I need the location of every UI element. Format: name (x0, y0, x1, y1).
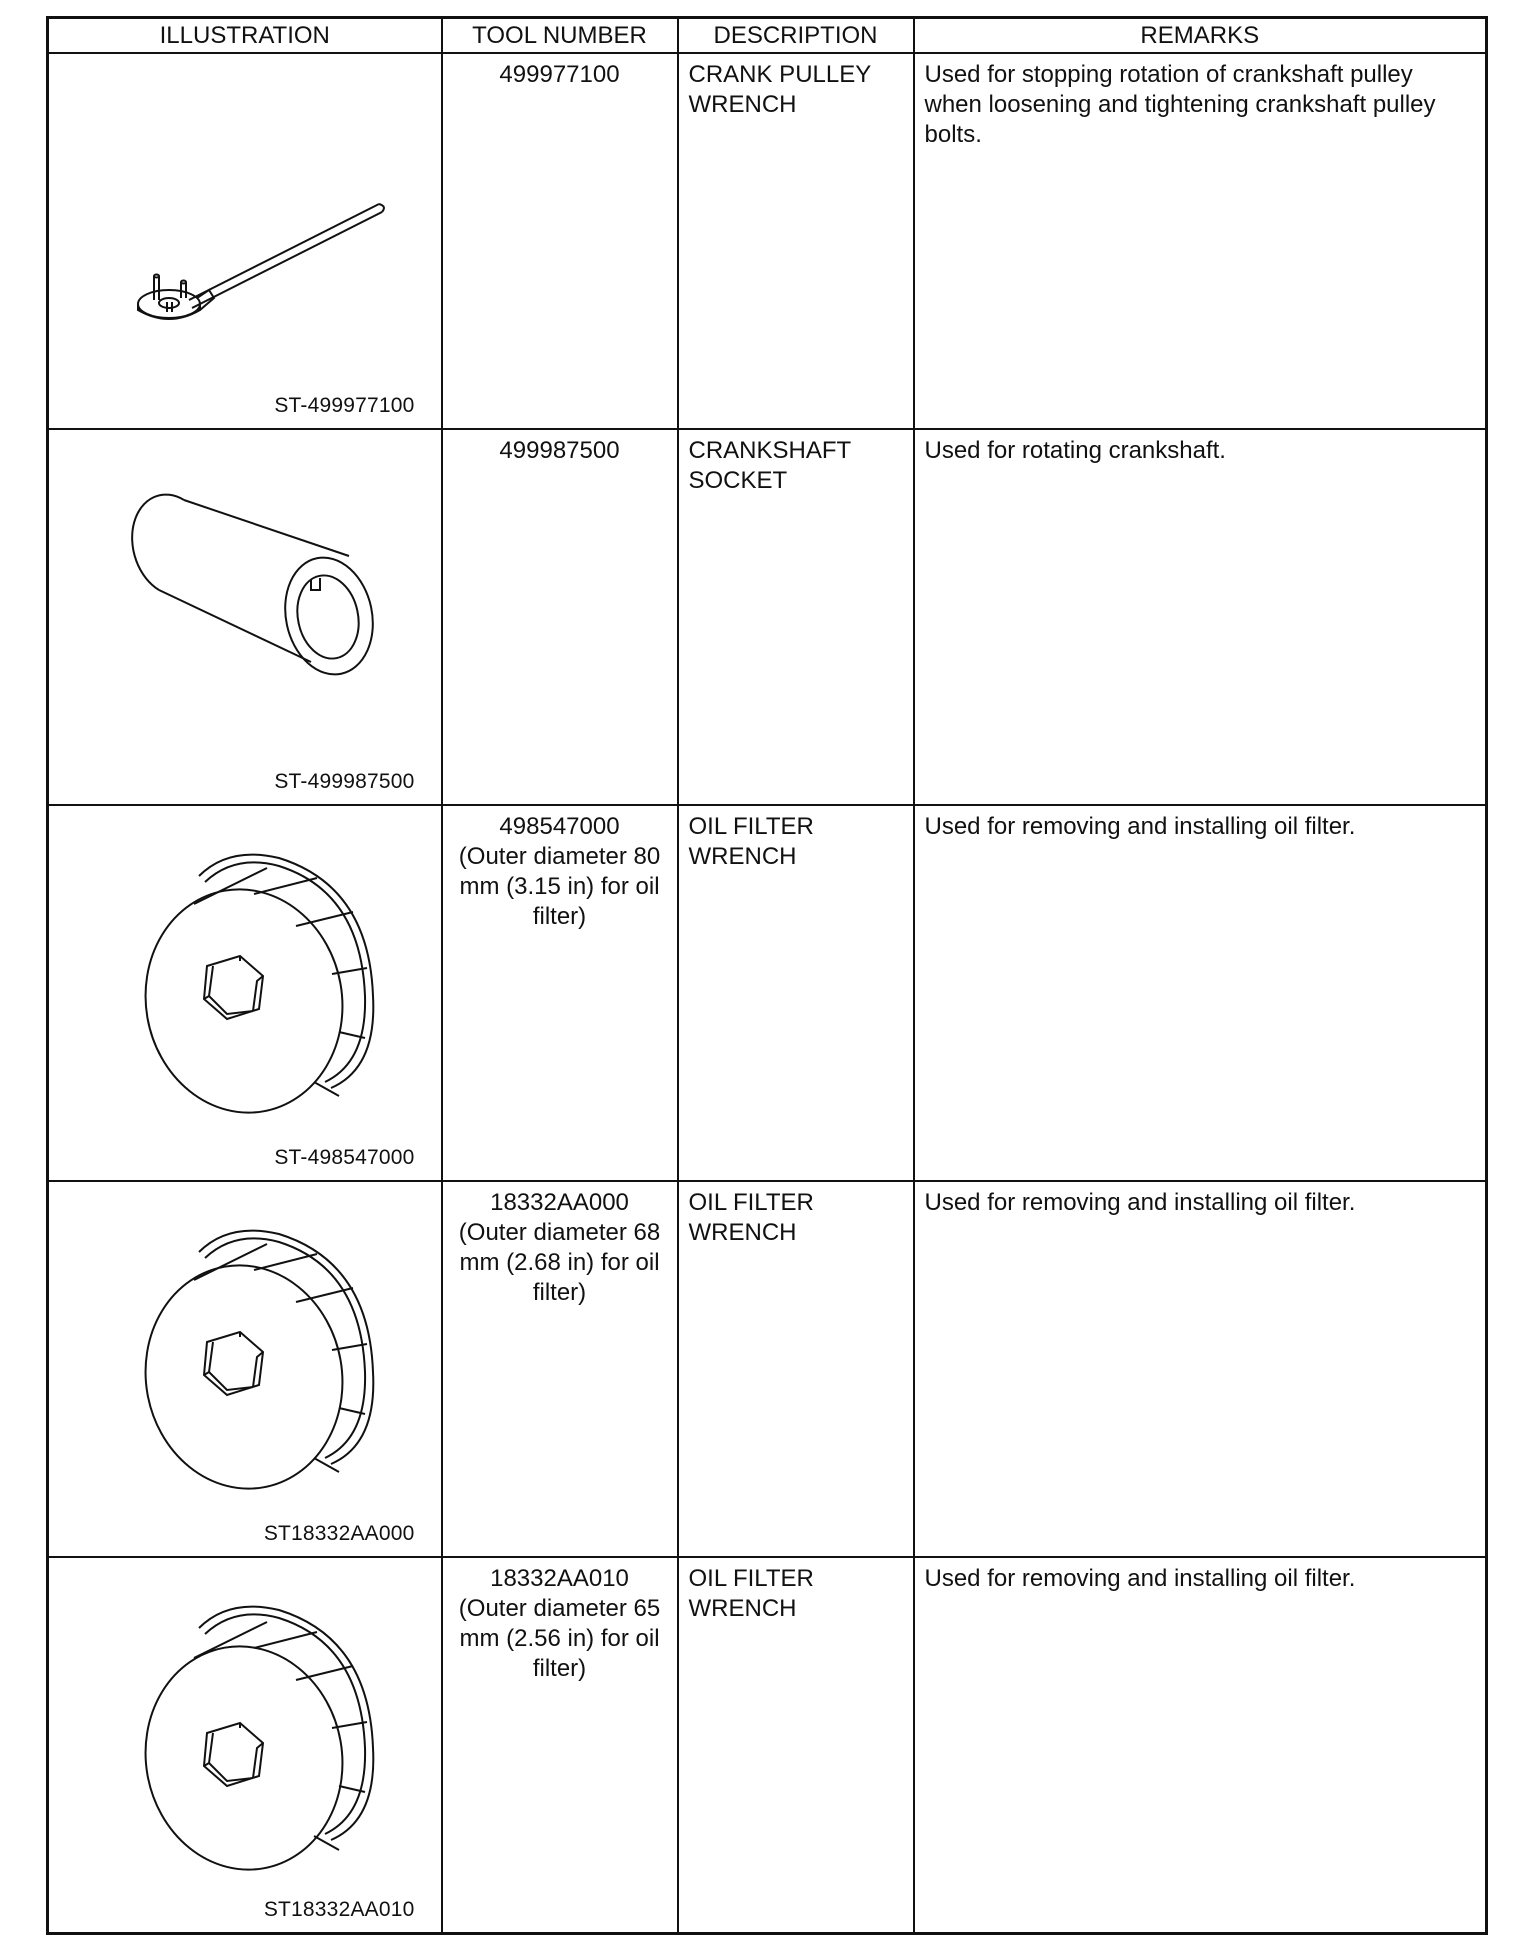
header-remarks: REMARKS (914, 18, 1487, 54)
description-line: OIL FILTER (688, 1565, 814, 1592)
illustration-caption: ST18332AA010 (263, 1898, 415, 1921)
description-cell (678, 1181, 914, 1557)
special-tools-table (46, 16, 1488, 1935)
table-row (48, 53, 1487, 429)
crank-pulley-wrench-icon (49, 54, 443, 428)
tool-number: 18332AA000 (490, 1189, 629, 1216)
crankshaft-socket-icon (49, 430, 443, 804)
header-tool-number: TOOL NUMBER (442, 18, 678, 54)
illustration-cell (48, 429, 442, 805)
description-cell (678, 429, 914, 805)
illustration-caption: ST18332AA000 (263, 1522, 415, 1545)
table-row (48, 1557, 1487, 1934)
description-cell (678, 53, 914, 429)
tool-note: (Outer diameter 68 mm (2.68 in) for oil filter) (458, 1219, 661, 1306)
description-line: SOCKET (688, 467, 788, 494)
illustration-cell (48, 53, 442, 429)
illustration-cell (48, 1181, 442, 1557)
description-line: WRENCH (688, 1595, 797, 1622)
remarks-cell: Used for removing and installing oil filter. (914, 1181, 1487, 1557)
table-row (48, 429, 1487, 805)
description-line: OIL FILTER (688, 1189, 814, 1216)
tool-note: (Outer diameter 80 mm (3.15 in) for oil filter) (458, 843, 661, 930)
table-row (48, 1181, 1487, 1557)
description-line: CRANK PULLEY (688, 61, 872, 88)
description-line: CRANKSHAFT (688, 437, 852, 464)
remarks-cell: Used for stopping rotation of crankshaft pulley when loosening and tightening crankshaft pulley bolts. (914, 53, 1487, 429)
tool-number-cell (442, 1557, 678, 1934)
oil-filter-wrench-icon (49, 1182, 443, 1556)
illustration-cell (48, 1557, 442, 1934)
header-description: DESCRIPTION (678, 18, 914, 54)
illustration-caption: ST-499987500 (274, 770, 415, 793)
table-row (48, 805, 1487, 1181)
description-line: WRENCH (688, 1219, 797, 1246)
tool-number: 498547000 (499, 813, 620, 840)
tool-note: (Outer diameter 65 mm (2.56 in) for oil filter) (458, 1595, 661, 1682)
remarks-cell: Used for removing and installing oil filter. (914, 805, 1487, 1181)
tool-number-cell (442, 1181, 678, 1557)
illustration-caption: ST-499977100 (274, 394, 415, 417)
illustration-cell (48, 805, 442, 1181)
description-cell (678, 805, 914, 1181)
tool-number-cell (442, 429, 678, 805)
tool-number-cell (442, 805, 678, 1181)
description-line: WRENCH (688, 91, 797, 118)
tool-number: 499977100 (499, 61, 620, 88)
description-line: OIL FILTER (688, 813, 814, 840)
tool-number-cell (442, 53, 678, 429)
remarks-cell: Used for rotating crankshaft. (914, 429, 1487, 805)
illustration-caption: ST-498547000 (274, 1146, 415, 1169)
oil-filter-wrench-icon (49, 806, 443, 1180)
header-illustration: ILLUSTRATION (48, 18, 442, 54)
tool-number: 18332AA010 (490, 1565, 629, 1592)
description-cell (678, 1557, 914, 1934)
description-line: WRENCH (688, 843, 797, 870)
remarks-cell: Used for removing and installing oil filter. (914, 1557, 1487, 1934)
oil-filter-wrench-icon (49, 1558, 443, 1932)
table-header-row (48, 18, 1487, 54)
tool-number: 499987500 (499, 437, 620, 464)
